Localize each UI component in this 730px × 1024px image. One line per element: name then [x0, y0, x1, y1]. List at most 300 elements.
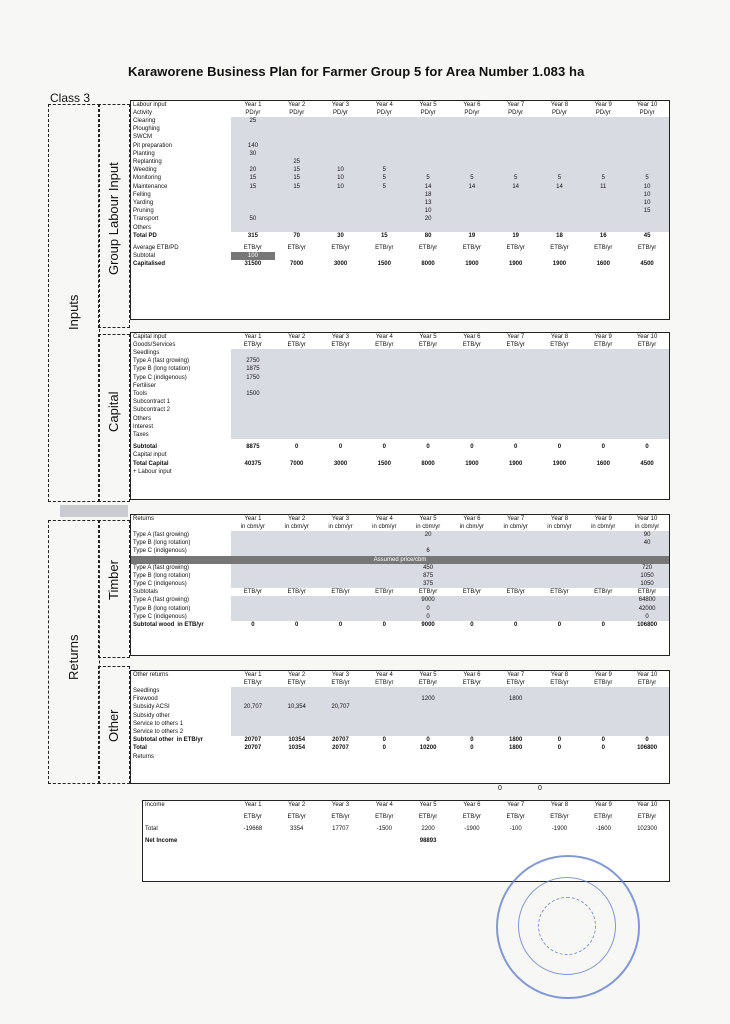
- other-cell: [625, 712, 669, 720]
- labour-cell: [625, 125, 669, 133]
- capital-cell: 2750: [231, 357, 275, 365]
- timber-etb-unit: ETB/yr: [375, 589, 394, 596]
- total-returns-cell: 0: [470, 745, 474, 752]
- other-cell: [275, 728, 319, 736]
- capital-subtotal-label: Subtotal: [133, 444, 157, 451]
- capital-cell: [581, 398, 625, 406]
- capital-row-label: Subcontract 2: [133, 407, 171, 414]
- labour-row-label: SWCM: [133, 134, 152, 141]
- timber-etb-cell: [275, 596, 319, 604]
- timber-price-cell: [538, 572, 582, 580]
- labour-cell: [450, 150, 494, 158]
- income-year-header: Year 10: [636, 802, 658, 808]
- timber-etb-cell: 0: [625, 613, 669, 621]
- capital-unit-header: ETB/yr: [375, 342, 394, 348]
- capital-cell: [319, 423, 363, 431]
- income-unit-header: ETB/yr: [331, 814, 350, 820]
- capital-cell: [494, 357, 538, 365]
- labour-cell: [450, 215, 494, 223]
- timber-price-cell: [319, 572, 363, 580]
- capital-cell: [362, 365, 406, 373]
- timber-price-row-label: Type B (long rotation): [133, 573, 191, 580]
- capital-cell: [538, 374, 582, 382]
- timber-etb-unit: ETB/yr: [506, 589, 525, 596]
- capital-row-label: Others: [133, 415, 152, 422]
- labour-cell: [450, 125, 494, 133]
- other-cell: [494, 728, 538, 736]
- other-subtotal-cell: 0: [645, 737, 649, 744]
- capital-cell: [231, 415, 275, 423]
- other-cell: [494, 687, 538, 695]
- labour-cell: 10: [625, 183, 669, 191]
- other-cell: [538, 728, 582, 736]
- other-subtotal-cell: 0: [557, 737, 562, 744]
- capital-row-label: Type A (fast growing): [133, 358, 190, 365]
- other-row-label: Service to others 1: [133, 720, 184, 727]
- capital-cell: [581, 423, 625, 431]
- timber-price-cell: [362, 580, 406, 588]
- labour-row-label: Clearing: [133, 118, 156, 125]
- timber-unit-header: in cbm/yr: [284, 524, 309, 530]
- capital-cell: [406, 398, 450, 406]
- timber-etb-cell: [494, 596, 538, 604]
- timber-unit-header: in cbm/yr: [240, 524, 266, 530]
- timber-etb-cell: [494, 605, 538, 613]
- other-cell: [625, 720, 669, 728]
- timber-etb-cell: [450, 596, 494, 604]
- timber-etb-unit: ETB/yr: [637, 589, 657, 596]
- capital-cell: [406, 365, 450, 373]
- other-cell: [406, 687, 450, 695]
- labour-cell: 5: [494, 174, 538, 182]
- capital-total-cell: 1500: [377, 460, 391, 467]
- capital-cell: [319, 374, 363, 382]
- capital-cell: [275, 357, 319, 365]
- other-cell: [450, 712, 494, 720]
- income-year-header: Year 1: [244, 802, 262, 808]
- timber-unit-header: in cbm/yr: [415, 524, 441, 530]
- timber-etb-cell: [538, 613, 582, 621]
- timber-unit-header: in cbm/yr: [634, 524, 660, 530]
- timber-year-header: Year 10: [636, 516, 658, 522]
- capital-cell: [319, 365, 363, 373]
- labour-cell: [581, 142, 625, 150]
- capital-row-label: Interest: [133, 423, 154, 430]
- total-returns-cell: 106800: [637, 745, 658, 752]
- capital-cell: [406, 382, 450, 390]
- capital-input-table: [130, 332, 670, 500]
- labour-cell: 5: [362, 183, 406, 191]
- labour-cell: [362, 207, 406, 215]
- subtotal-wood-cell: 0: [251, 621, 255, 628]
- subtotal-wood-cell: 106800: [637, 621, 658, 628]
- timber-volume-cell: [450, 547, 494, 555]
- income-total-cell: -1600: [595, 826, 611, 833]
- capital-cell: [450, 382, 494, 390]
- other-cell: [450, 728, 494, 736]
- other-cell: [538, 712, 582, 720]
- other-subtotal-cell: 20707: [332, 737, 349, 744]
- total-returns-cell: 10354: [288, 745, 306, 752]
- labour-cell: [450, 166, 494, 174]
- other-year-header: Year 3: [331, 672, 350, 678]
- labour-cell: 14: [450, 183, 494, 191]
- labour-subtotal-label: Subtotal: [133, 252, 156, 259]
- timber-price-cell: 1050: [625, 572, 669, 580]
- subtotal-wood-cell: 0: [557, 621, 562, 628]
- labour-cell: 14: [406, 183, 450, 191]
- other-cell: [538, 703, 582, 711]
- capital-cell: [625, 390, 669, 398]
- capital-cell: [494, 349, 538, 357]
- labour-cell: [406, 158, 450, 166]
- labour-cell: [538, 166, 582, 174]
- other-year-header: Year 4: [375, 672, 393, 678]
- income-unit-header: ETB/yr: [243, 814, 263, 820]
- other-cell: [362, 720, 406, 728]
- other-cell: [581, 728, 625, 736]
- other-subtotal-unit: in ETB/yr: [176, 737, 204, 744]
- timber-volume-cell: 20: [406, 531, 450, 539]
- capital-cell: [625, 365, 669, 373]
- timber-volume-cell: 90: [625, 531, 669, 539]
- labour-subtotal-cell: 1900: [509, 261, 523, 268]
- timber-price-cell: [231, 564, 275, 572]
- capital-cell: [275, 349, 319, 357]
- subtotal-wood-unit: in ETB/yr: [177, 621, 204, 628]
- labour-total-cell: 19: [468, 232, 476, 239]
- capital-row-label: Type C (indigenous): [133, 374, 187, 381]
- labour-cell: [406, 142, 450, 150]
- income-year-header: Year 7: [507, 802, 525, 808]
- labour-cell: [275, 125, 319, 133]
- timber-etb-cell: [538, 605, 582, 613]
- labour-year-header: Year 2: [288, 102, 306, 108]
- labour-cell: 5: [362, 166, 406, 174]
- labour-cell: [275, 142, 319, 150]
- capital-cell: [494, 415, 538, 423]
- capital-cell: [494, 390, 538, 398]
- timber-volume-cell: [625, 547, 669, 555]
- labour-total-cell: 315: [247, 232, 258, 239]
- timber-etb-cell: [538, 596, 582, 604]
- labour-year-header: Year 9: [594, 102, 612, 108]
- timber-etb-cell: 0: [406, 605, 450, 613]
- timber-etb-cell: 42000: [625, 605, 669, 613]
- labour-cell: [538, 133, 582, 141]
- timber-price-cell: [494, 580, 538, 588]
- labour-input-table: [130, 100, 670, 320]
- capital-total-sub: + Labour input: [133, 468, 172, 475]
- labour-cell: [494, 117, 538, 125]
- other-cell: [231, 712, 275, 720]
- timber-volume-cell: [275, 547, 319, 555]
- capital-cell: [406, 357, 450, 365]
- net-income-spacer: [275, 837, 319, 845]
- labour-etb-unit: ETB/yr: [462, 244, 482, 251]
- other-cell: [319, 695, 363, 703]
- capital-unit-header: ETB/yr: [637, 342, 657, 348]
- labour-unit-header: PD/yr: [508, 110, 524, 116]
- capital-cell: [625, 382, 669, 390]
- labour-cell: [362, 150, 406, 158]
- capital-cell: [406, 390, 450, 398]
- labour-unit-header: PD/yr: [420, 110, 436, 116]
- labour-cell: [450, 158, 494, 166]
- other-cell: 20,707: [231, 703, 275, 711]
- labour-cell: [494, 158, 538, 166]
- timber-etb-unit: ETB/yr: [331, 589, 350, 596]
- labour-cell: 10: [319, 174, 363, 182]
- timber-volume-cell: [494, 547, 538, 555]
- other-year-header: Year 8: [550, 672, 569, 678]
- timber-volume-cell: [538, 539, 582, 547]
- labour-unit-header: PD/yr: [245, 110, 261, 116]
- labour-cell: [406, 223, 450, 231]
- timber-year-header: Year 6: [463, 516, 481, 522]
- labour-cell: [450, 133, 494, 141]
- timber-etb-cell: [494, 613, 538, 621]
- timber-volume-cell: [231, 531, 275, 539]
- other-cell: [625, 695, 669, 703]
- labour-cell: 20: [406, 215, 450, 223]
- labour-year-header: Year 10: [636, 102, 658, 108]
- document-title: Karaworene Business Plan for Farmer Group 5 for Area Number 1.083 ha: [128, 64, 585, 79]
- capital-cell: [275, 415, 319, 423]
- timber-etb-cell: [450, 605, 494, 613]
- other-subtotal-cell: 0: [470, 737, 474, 744]
- capital-total-cell: 7000: [290, 460, 304, 467]
- timber-etb-cell: [362, 605, 406, 613]
- labour-cell: [406, 166, 450, 174]
- capital-total-label: Total Capital: [133, 460, 169, 467]
- capital-row-label: Fertiliser: [133, 382, 157, 389]
- labour-total-cell: 16: [599, 232, 607, 239]
- income-unit-header: ETB/yr: [506, 814, 525, 820]
- capital-cell: [494, 398, 538, 406]
- timber-volume-cell: [231, 539, 275, 547]
- labour-cell: [406, 133, 450, 141]
- labour-subtotal-cell: 8000: [421, 261, 435, 268]
- capital-cell: [538, 406, 582, 414]
- capital-total-cell: 1900: [552, 460, 567, 467]
- labour-cell: [319, 191, 363, 199]
- labour-cell: 10: [625, 199, 669, 207]
- other-year-header: Year 9: [594, 672, 612, 678]
- capital-row-label: Type B (long rotation): [133, 366, 191, 373]
- capital-cell: [319, 398, 363, 406]
- other-unit-header: ETB/yr: [375, 680, 394, 686]
- labour-cell: [538, 215, 582, 223]
- timber-unit-header: in cbm/yr: [372, 524, 397, 530]
- timber-price-cell: [275, 572, 319, 580]
- subtotal-wood-cell: 0: [470, 621, 474, 628]
- capital-cell: [625, 423, 669, 431]
- other-subtotal-label: [131, 736, 231, 744]
- timber-etb-cell: [581, 596, 625, 604]
- other-cell: [275, 687, 319, 695]
- capital-cell: [494, 365, 538, 373]
- net-income-value: 98893: [419, 838, 437, 845]
- capital-total-cell: 1600: [596, 460, 610, 467]
- income-year-header: Year 6: [463, 802, 481, 808]
- capital-cell: [275, 431, 319, 439]
- labour-row-label: Felling: [133, 191, 151, 198]
- timber-price-cell: [450, 580, 494, 588]
- total-returns-cell: 10200: [419, 745, 437, 752]
- net-income-label: Net Income: [145, 838, 178, 845]
- other-subtotal-cell: 1800: [509, 737, 523, 744]
- labour-cell: [625, 133, 669, 141]
- below-value-2: 0: [538, 785, 542, 792]
- net-income-spacer: [319, 837, 363, 845]
- other-cell: [406, 703, 450, 711]
- other-cell: [581, 695, 625, 703]
- timber-volume-cell: [406, 539, 450, 547]
- other-cell: [275, 695, 319, 703]
- labour-cell: [362, 215, 406, 223]
- timber-price-cell: [581, 580, 625, 588]
- timber-etb-row-label: Type A (fast growing): [133, 597, 190, 604]
- timber-etb-unit: ETB/yr: [594, 589, 613, 596]
- labour-subtotal-cell: 31500: [244, 261, 262, 268]
- total-returns-cell: 20707: [332, 745, 349, 752]
- labour-row-label: Ploughing: [133, 126, 160, 133]
- capital-cell: [406, 406, 450, 414]
- capital-cell: [362, 374, 406, 382]
- timber-price-cell: [538, 580, 582, 588]
- labour-cell: [581, 117, 625, 125]
- timber-price-row-label: Type A (fast growing): [133, 564, 190, 571]
- labour-unit-header: PD/yr: [289, 110, 305, 116]
- capital-cell: [362, 382, 406, 390]
- labour-cell: [625, 223, 669, 231]
- capital-cell: [319, 357, 363, 365]
- timber-etb-row-label: Type C (indigenous): [133, 613, 187, 620]
- labour-cell: 14: [538, 183, 582, 191]
- capital-year-header: Year 8: [550, 334, 569, 340]
- timber-etb-unit: ETB/yr: [462, 589, 482, 596]
- labour-year-header: Year 3: [331, 102, 350, 108]
- other-unit-header: ETB/yr: [506, 680, 525, 686]
- capital-cell: [406, 349, 450, 357]
- labour-cell: [494, 133, 538, 141]
- timber-price-cell: [494, 572, 538, 580]
- labour-cell: [275, 117, 319, 125]
- labour-cell: [494, 223, 538, 231]
- timber-subheader: [131, 523, 231, 531]
- capital-cell: [581, 349, 625, 357]
- timber-price-cell: [450, 564, 494, 572]
- labour-subtotal-cell: 7000: [290, 261, 304, 268]
- capital-cell: [494, 423, 538, 431]
- capital-cell: [319, 382, 363, 390]
- subtotal-wood-cell: 0: [514, 621, 518, 628]
- labour-row-label: Pit preparation: [133, 142, 173, 149]
- labour-total-cell: 30: [337, 232, 344, 239]
- labour-cell: 5: [406, 174, 450, 182]
- timber-corner: Returns: [133, 516, 155, 522]
- labour-cell: [494, 191, 538, 199]
- income-total-cell: -1500: [376, 826, 392, 833]
- capital-cell: [362, 357, 406, 365]
- labour-cell: [362, 142, 406, 150]
- capital-unit-header: ETB/yr: [506, 342, 525, 348]
- capital-cell: [581, 382, 625, 390]
- other-cell: [494, 703, 538, 711]
- other-row-label: Service to others 2: [133, 729, 184, 736]
- capital-subtotal-cell: 0: [557, 444, 562, 451]
- timber-year-header: Year 9: [594, 516, 612, 522]
- capital-cell: [275, 374, 319, 382]
- other-year-header: Year 7: [507, 672, 525, 678]
- labour-cell: 15: [231, 174, 275, 182]
- other-cell: [231, 695, 275, 703]
- timber-price-cell: 1050: [625, 580, 669, 588]
- labour-total-label: Total PD: [133, 232, 157, 239]
- timber-etb-cell: [319, 613, 363, 621]
- timber-etb-cell: 0: [406, 613, 450, 621]
- timber-year-header: Year 2: [288, 516, 306, 522]
- labour-cell: [362, 191, 406, 199]
- labour-cell: [319, 142, 363, 150]
- other-year-header: Year 2: [288, 672, 306, 678]
- timber-unit-header: in cbm/yr: [503, 524, 528, 530]
- other-cell: [362, 712, 406, 720]
- labour-row-label: Replanting: [133, 159, 162, 166]
- other-cell: [538, 695, 582, 703]
- capital-unit-header: ETB/yr: [594, 342, 613, 348]
- timber-volume-cell: [538, 547, 582, 555]
- other-cell: [581, 712, 625, 720]
- labour-year-header: Year 1: [244, 102, 262, 108]
- timber-volume-cell: [319, 539, 363, 547]
- timber-year-header: Year 3: [331, 516, 350, 522]
- other-cell: [538, 720, 582, 728]
- capital-cell: [362, 423, 406, 431]
- capital-cell: [450, 406, 494, 414]
- labour-cell: 5: [362, 174, 406, 182]
- labour-cell: [494, 142, 538, 150]
- other-year-header: Year 5: [419, 672, 437, 678]
- labour-etb-unit: ETB/yr: [418, 244, 438, 251]
- capital-cell: [494, 382, 538, 390]
- total-returns-cell: 20707: [244, 745, 262, 752]
- total-returns-cell: 0: [557, 745, 562, 752]
- labour-year-header: Year 7: [507, 102, 525, 108]
- official-stamp: [496, 855, 640, 999]
- capital-total-cell: 1900: [465, 460, 479, 467]
- timber-etb-cell: [231, 596, 275, 604]
- capital-row-label: Subcontract 1: [133, 399, 171, 406]
- timber-etb-row-label: Type B (long rotation): [133, 605, 191, 612]
- other-cell: [406, 728, 450, 736]
- labour-cell: [406, 150, 450, 158]
- labour-cell: [625, 215, 669, 223]
- timber-volume-cell: [362, 531, 406, 539]
- labour-cell: [275, 191, 319, 199]
- other-year-header: Year 6: [463, 672, 481, 678]
- income-year-header: Year 9: [594, 802, 612, 808]
- labour-cell: [625, 117, 669, 125]
- labour-cell: [231, 158, 275, 166]
- capital-row-label: Seedlings: [133, 350, 160, 357]
- capital-total-cell: 3000: [333, 460, 348, 467]
- capital-year-header: Year 6: [463, 334, 481, 340]
- labour-cell: 50: [231, 215, 275, 223]
- labour-cell: 15: [275, 166, 319, 174]
- timber-volume-row-label: Type C (indigenous): [133, 548, 187, 555]
